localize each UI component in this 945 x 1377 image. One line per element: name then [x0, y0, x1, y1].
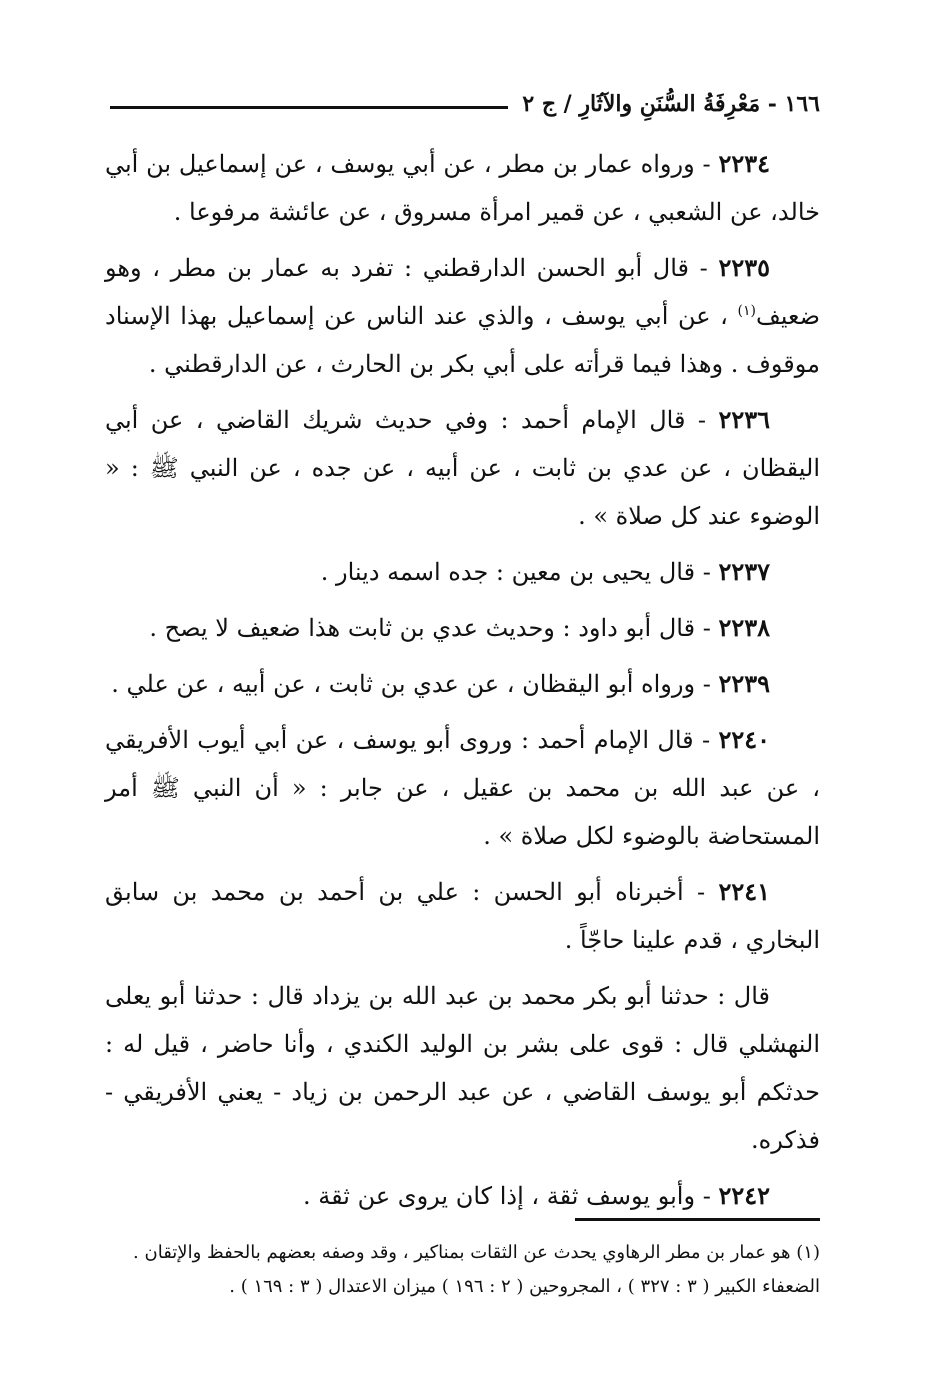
hadith-number: ٢٢٣٦	[718, 405, 770, 434]
paragraph-2236	[105, 396, 820, 540]
hadith-number: ٢٢٣٥	[718, 253, 770, 282]
footnote-rule	[575, 1218, 820, 1221]
paragraph-text: - قال يحيى بن معين : جده اسمه دينار .	[320, 558, 719, 586]
header-rule	[110, 106, 508, 109]
paragraph-text: - قال الإمام أحمد : وروى أبو يوسف ، عن أبي أيوب الأفريقي ، عن عبد الله بن محمد بن عقيل ، عن جابر : « أن النبي ﷺ أمر المستحاضة بالوضوء لكل صلاة » .	[105, 726, 820, 850]
paragraph-text: - قال الإمام أحمد : وفي حديث شريك القاضي ، عن أبي اليقظان ، عن عدي بن ثابت ، عن أبيه ، عن جده ، عن النبي ﷺ : « الوضوء عند كل صلاة » .	[105, 406, 820, 530]
paragraph-2234	[105, 140, 820, 236]
hadith-number: ٢٢٤١	[718, 877, 770, 906]
footnote-marker[interactable]: (١)	[737, 303, 756, 319]
paragraph-text: - ورواه عمار بن مطر ، عن أبي يوسف ، عن إسماعيل بن أبي خالد، عن الشعبي ، عن قمير امرأة مسروق ، عن عائشة مرفوعا .	[105, 150, 820, 226]
paragraph-2241	[105, 868, 820, 964]
paragraph-2242	[105, 1172, 820, 1220]
paragraph-chain	[105, 972, 820, 1164]
paragraph-2239	[105, 660, 820, 708]
footnote-line: الضعفاء الكبير ( ٣ : ٣٢٧ ) ، المجروحين ( ٢ : ١٩٦ ) ميزان الاعتدال ( ٣ : ١٦٩ ) .	[229, 1276, 820, 1297]
paragraph-text: - قال أبو داود : وحديث عدي بن ثابت هذا ضعيف لا يصح .	[149, 614, 719, 642]
hadith-number: ٢٢٣٨	[718, 613, 770, 642]
hadith-number: ٢٢٣٧	[718, 557, 770, 586]
paragraph-text: ، عن أبي يوسف ، والذي عند الناس عن إسماعيل بهذا الإسناد موقوف . وهذا فيما قرأته على أبي بكر بن الحارث ، عن الدارقطني .	[105, 302, 820, 378]
footnote-line: (١) هو عمار بن مطر الرهاوي يحدث عن الثقات بمناكير ، وقد وصفه بعضهم بالحفظ والإتقان .	[133, 1242, 820, 1263]
paragraph-2238	[105, 604, 820, 652]
paragraph-text: قال : حدثنا أبو بكر محمد بن عبد الله بن يزداد قال : حدثنا أبو يعلى النهشلي قال : قوى على بشر بن الوليد الكندي ، وأنا حاضر ، قيل له : حدثكم أبو يوسف القاضي ، عن عبد الرحمن بن زياد - يعني الأفريقي - فذكره.	[105, 982, 820, 1154]
running-head: ١٦٦ - مَعْرِفَةُ السُّنَنِ والآثَارِ / ج ٢	[522, 91, 820, 117]
paragraph-2240	[105, 716, 820, 860]
paragraph-text: - قال أبو الحسن الدارقطني : تفرد به عمار بن مطر ، وهو ضعيف	[105, 254, 820, 330]
page-header	[110, 84, 820, 124]
paragraph-text: - ورواه أبو اليقظان ، عن عدي بن ثابت ، عن أبيه ، عن علي .	[111, 670, 719, 698]
paragraph-2235	[105, 244, 820, 388]
hadith-number: ٢٢٤٢	[718, 1181, 770, 1210]
paragraph-text: - أخبرناه أبو الحسن : علي بن أحمد بن محمد بن سابق البخاري ، قدم علينا حاجّاً .	[105, 878, 820, 954]
hadith-number: ٢٢٣٤	[718, 149, 770, 178]
footnotes	[110, 1236, 820, 1304]
hadith-number: ٢٢٣٩	[718, 669, 770, 698]
paragraph-2237	[105, 548, 820, 596]
paragraph-text: - وأبو يوسف ثقة ، إذا كان يروى عن ثقة .	[303, 1182, 719, 1210]
hadith-number: ٢٢٤٠	[718, 725, 770, 754]
main-text	[105, 140, 820, 1228]
